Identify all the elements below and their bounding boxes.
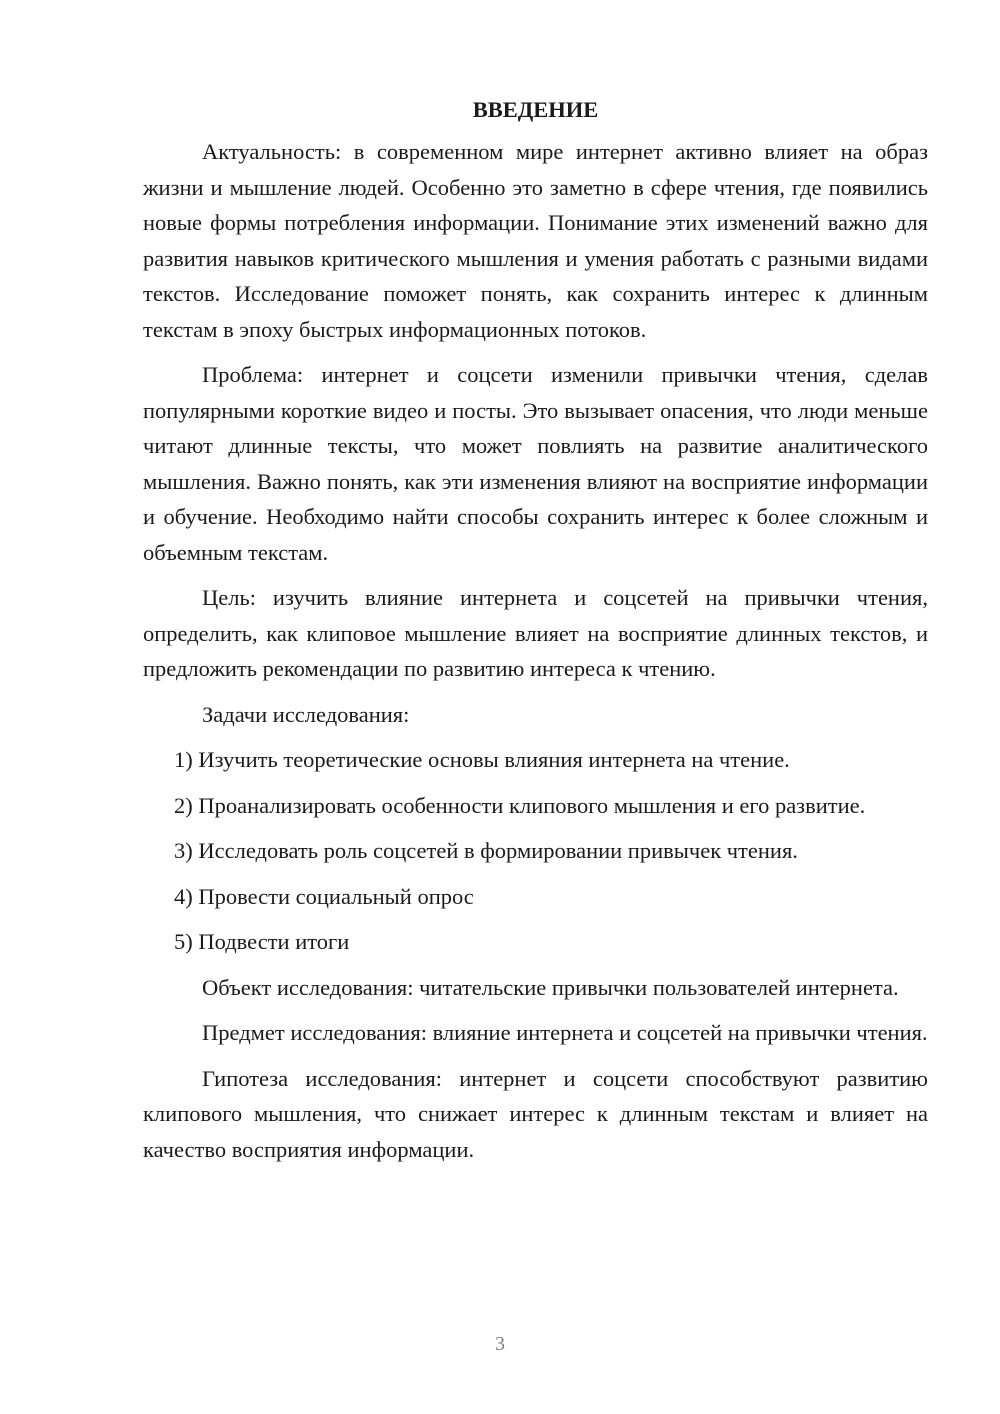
subject-paragraph: Предмет исследования: влияние интернета и соцсетей на привычки чтения.: [202, 1020, 928, 1045]
task-item: 3) Исследовать роль соцсетей в формировании привычек чтения.: [174, 838, 798, 863]
goal-paragraph: Цель: изучить влияние интернета и соцсетей на привычки чтения, определить, как клиповое мышление влияет на восприятие длинных текстов, и предложить рекомендации по развитию интереса к чтению.: [143, 585, 928, 681]
section-heading: ВВЕДЕНИЕ: [472, 97, 599, 122]
page-number: 3: [495, 1333, 505, 1355]
task-item: 4) Провести социальный опрос: [174, 883, 474, 909]
relevance-paragraph: Актуальность: в современном мире интернет активно влияет на образ жизни и мышление людей. Особенно это заметно в сфере чтения, где появились новые формы потребления информации. Понимание этих изменений важно для развития навыков критического мышления и умения работать с разными видами текстов. Исследование поможет понять, как сохранить интерес к длинным текстам в эпоху быстрых информационных потоков.: [143, 139, 928, 342]
tasks-title: Задачи исследования:: [202, 701, 410, 727]
tasks-list: [143, 742, 928, 960]
document-page: [143, 92, 928, 1177]
object-paragraph: Объект исследования: читательские привычки пользователей интернета.: [202, 974, 899, 1000]
task-item: 2) Проанализировать особенности клипового мышления и его развитие.: [174, 792, 866, 818]
task-item: 1) Изучить теоретические основы влияния интернета на чтение.: [174, 747, 790, 772]
task-item: 5) Подвести итоги: [174, 929, 350, 954]
problem-paragraph: Проблема: интернет и соцсети изменили привычки чтения, сделав популярными короткие видео и посты. Это вызывает опасения, что люди меньше читают длинные тексты, что может повлиять на развитие аналитического мышления. Важно понять, как эти изменения влияют на восприятие информации и обучение. Необходимо найти способы сохранить интерес к более сложным и объемным текстам.: [143, 362, 928, 565]
hypothesis-paragraph: Гипотеза исследования: интернет и соцсети способствуют развитию клипового мышления, что снижает интерес к длинным текстам и влияет на качество восприятия информации.: [143, 1065, 928, 1162]
